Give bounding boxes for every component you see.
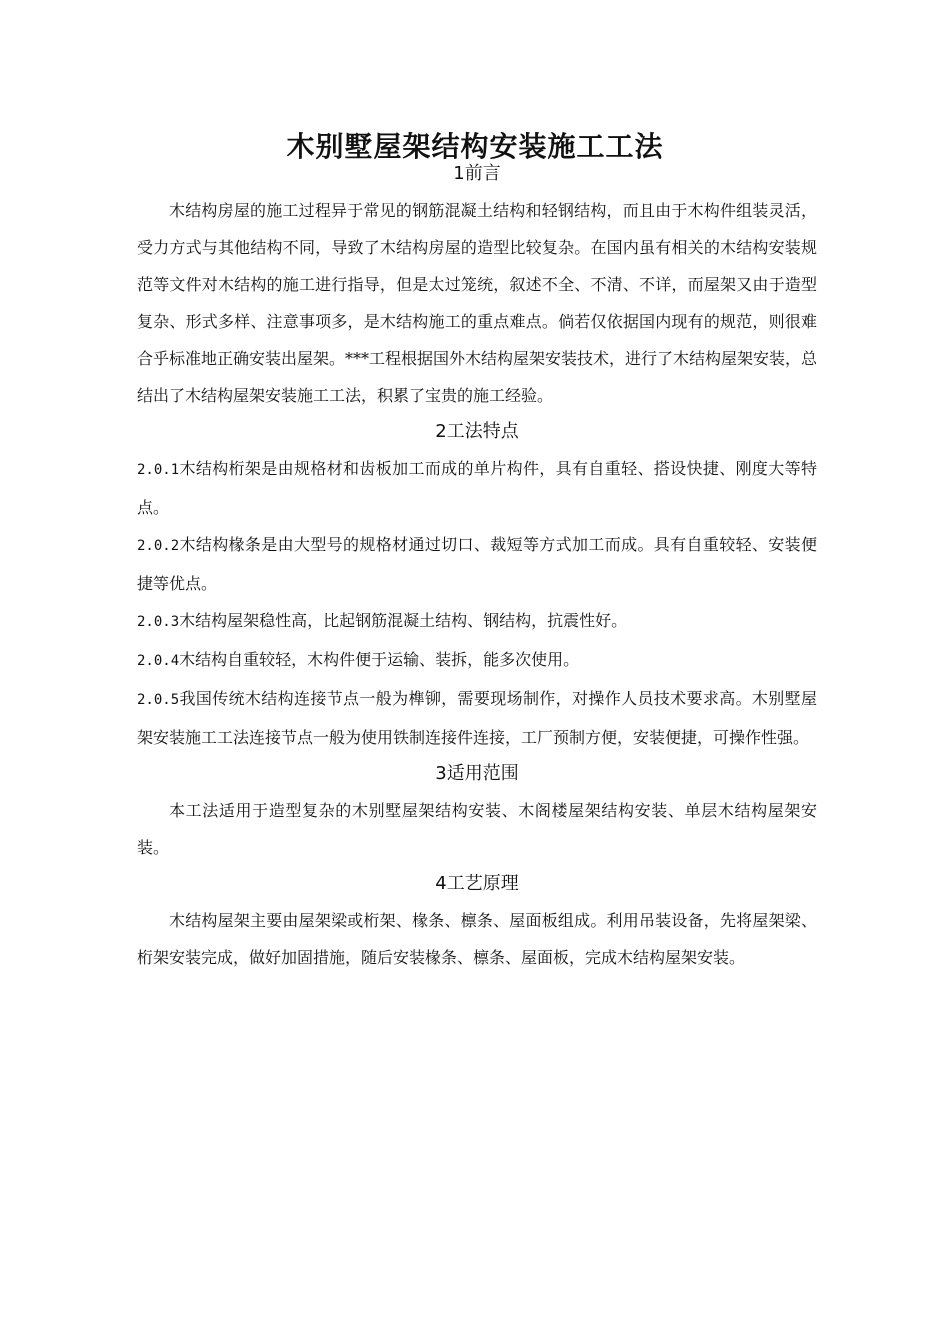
feature-item-text: 我国传统木结构连接节点一般为榫铆，需要现场制作，对操作人员技术要求高。木别墅屋架安装施工工法连接节点一般为使用铁制连接件连接，工厂预制方便，安装便捷，可操作性强。 [137,689,817,747]
feature-item-number: 2.0.3 [137,614,180,630]
feature-item [137,526,817,602]
document-body [137,156,817,976]
principle-paragraph: 木结构屋架主要由屋架梁或桁架、椽条、檩条、屋面板组成。利用吊装设备，先将屋架梁、桁架安装完成，做好加固措施，随后安装椽条、檩条、屋面板，完成木结构屋架安装。 [137,911,817,967]
feature-item [137,450,817,526]
document-title: 木别墅屋架结构安装施工工法 [286,129,664,163]
section-heading-features: 2工法特点 [435,421,519,442]
feature-item [137,641,817,680]
feature-item-number: 2.0.5 [137,692,180,708]
scope-paragraph: 本工法适用于造型复杂的木别墅屋架结构安装、木阁楼屋架结构安装、单层木结构屋架安装。 [137,801,817,857]
feature-item-text: 木结构自重较轻，木构件便于运输、装拆，能多次使用。 [179,650,580,669]
section-heading-principle: 4工艺原理 [435,873,519,894]
feature-item-text: 木结构屋架稳性高，比起钢筋混凝土结构、钢结构，抗震性好。 [179,611,628,630]
feature-item-number: 2.0.2 [137,538,180,554]
feature-item-text: 木结构椽条是由大型号的规格材通过切口、裁短等方式加工而成。具有自重较轻、安装便捷等优点。 [137,535,817,593]
feature-item [137,602,817,641]
section-heading-preface: 1前言 [453,163,501,184]
feature-item-number: 2.0.1 [137,462,180,478]
section-heading-scope: 3适用范围 [435,763,519,784]
feature-item-number: 2.0.4 [137,653,180,669]
feature-item [137,680,817,756]
preface-paragraph: 木结构房屋的施工过程异于常见的钢筋混凝土结构和轻钢结构，而且由于木构件组装灵活，受力方式与其他结构不同，导致了木结构房屋的造型比较复杂。在国内虽有相关的木结构安装规范等文件对木结构的施工进行指导，但是太过笼统，叙述不全、不清、不详，而屋架又由于造型复杂、形式多样、注意事项多，是木结构施工的重点难点。倘若仅依据国内现有的规范，则很难合乎标准地正确安装出屋架。***工程根据国外木结构屋架安装技术，进行了木结构屋架安装，总结出了木结构屋架安装施工工法，积累了宝贵的施工经验。 [137,201,818,405]
feature-item-text: 木结构桁架是由规格材和齿板加工而成的单片构件，具有自重轻、搭设快捷、刚度大等特点。 [137,459,817,517]
